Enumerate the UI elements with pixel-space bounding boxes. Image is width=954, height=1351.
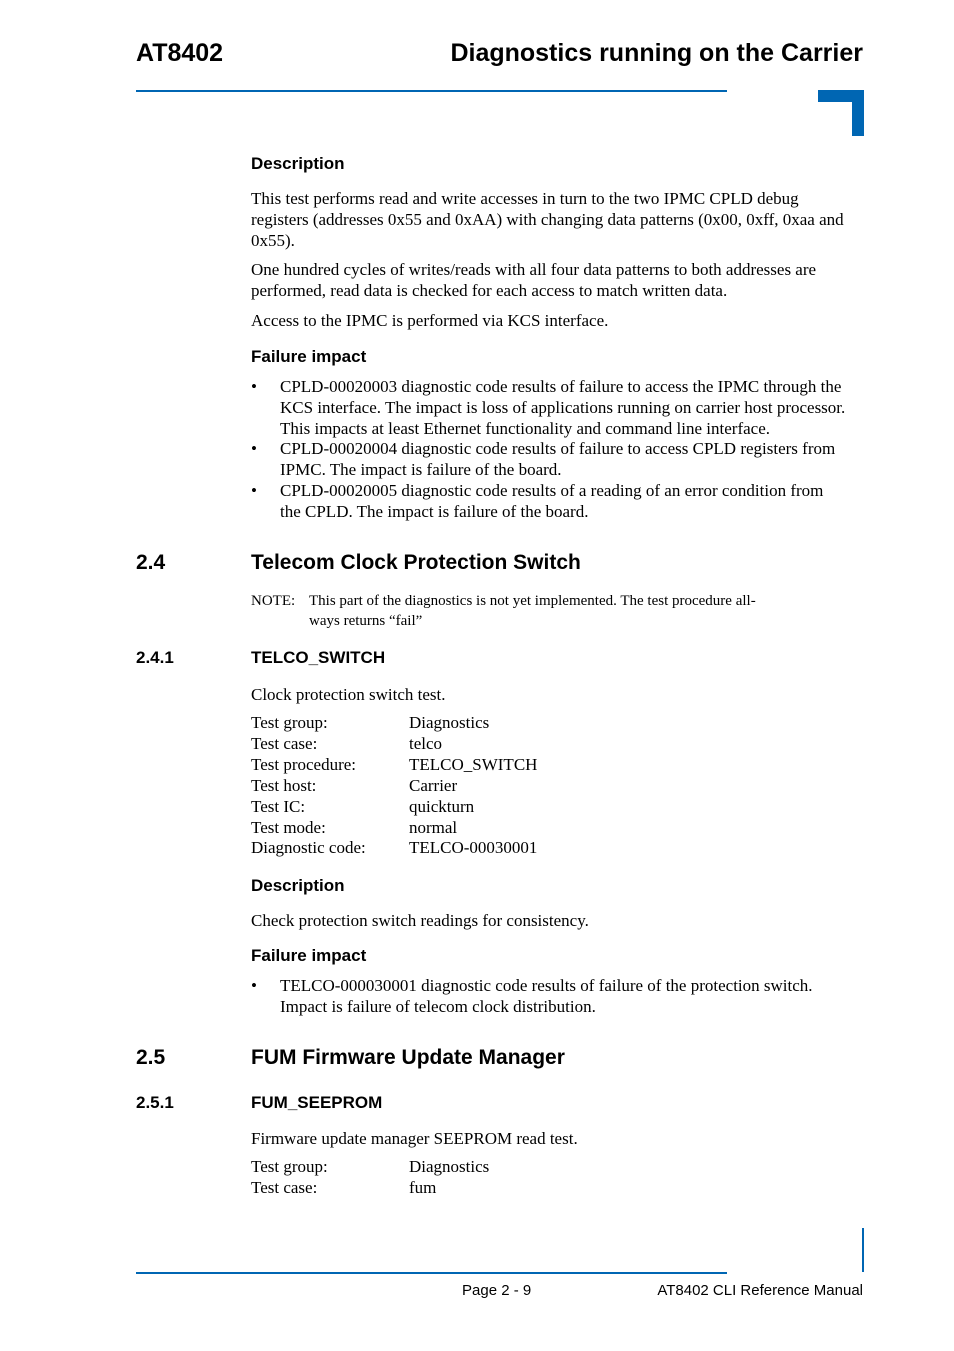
list-item bbox=[280, 438, 870, 480]
text-line: This impacts at least Ethernet functionality and command line interface. bbox=[280, 419, 770, 438]
description-heading: Description bbox=[251, 154, 345, 173]
list-item bbox=[280, 376, 870, 439]
property-label: Test host: bbox=[251, 776, 317, 795]
property-value: Diagnostics bbox=[409, 713, 490, 732]
text-line: registers (addresses 0x55 and 0xAA) with changing data patterns (0x00, 0xff, 0xaa and bbox=[251, 210, 844, 229]
failure-impact-heading: Failure impact bbox=[251, 347, 367, 366]
property-label: Test case: bbox=[251, 734, 318, 753]
subsection-number: 2.4.1 bbox=[136, 648, 174, 667]
property-value: quickturn bbox=[409, 797, 475, 816]
text-line: CPLD-00020003 diagnostic code results of failure to access the IPMC through the bbox=[280, 377, 842, 396]
text-line: This test performs read and write accesses in turn to the two IPMC CPLD debug bbox=[251, 189, 799, 208]
header-chapter-title: Diagnostics running on the Carrier bbox=[450, 39, 863, 67]
text-line: IPMC. The impact is failure of the board. bbox=[280, 460, 562, 479]
property-label: Test mode: bbox=[251, 818, 326, 837]
subsection-title: TELCO_SWITCH bbox=[251, 648, 386, 667]
property-label: Test procedure: bbox=[251, 755, 357, 774]
failure-impact-heading: Failure impact bbox=[251, 946, 367, 965]
property-value: Diagnostics bbox=[409, 1157, 490, 1176]
list-item bbox=[280, 480, 870, 522]
section-number: 2.4 bbox=[136, 551, 166, 574]
page-number: Page 2 - 9 bbox=[462, 1282, 532, 1299]
property-value: telco bbox=[409, 734, 443, 753]
property-label: Diagnostic code: bbox=[251, 838, 366, 857]
text-line: KCS interface. The impact is loss of applications running on carrier host processor. bbox=[280, 398, 846, 417]
test-intro: Firmware update manager SEEPROM read test. bbox=[251, 1129, 578, 1148]
note-text bbox=[309, 591, 756, 631]
bullet-marker: • bbox=[251, 976, 257, 995]
description-heading: Description bbox=[251, 876, 345, 895]
property-label: Test case: bbox=[251, 1178, 318, 1197]
text-line: This part of the diagnostics is not yet implemented. The test procedure all- bbox=[309, 593, 756, 609]
list-item bbox=[280, 975, 870, 1017]
section-title: Telecom Clock Protection Switch bbox=[251, 551, 581, 574]
footer-rule bbox=[136, 1272, 727, 1274]
section-number: 2.5 bbox=[136, 1046, 166, 1069]
header-product: AT8402 bbox=[136, 39, 224, 67]
corner-mark-top bbox=[818, 90, 864, 136]
property-value: TELCO-00030001 bbox=[409, 838, 538, 857]
property-label: Test IC: bbox=[251, 797, 306, 816]
bullet-marker: • bbox=[251, 439, 257, 458]
text-line: the CPLD. The impact is failure of the board. bbox=[280, 502, 589, 521]
property-label: Test group: bbox=[251, 1157, 328, 1176]
text-line: CPLD-00020005 diagnostic code results of a reading of an error condition from bbox=[280, 481, 824, 500]
section-title: FUM Firmware Update Manager bbox=[251, 1046, 565, 1069]
subsection-title: FUM_SEEPROM bbox=[251, 1093, 383, 1112]
property-value: normal bbox=[409, 818, 458, 837]
subsection-number: 2.5.1 bbox=[136, 1093, 174, 1112]
manual-title: AT8402 CLI Reference Manual bbox=[657, 1282, 863, 1299]
text-line: TELCO-000030001 diagnostic code results of failure of the protection switch. bbox=[280, 976, 813, 995]
description-text: Check protection switch readings for consistency. bbox=[251, 911, 589, 930]
property-value: fum bbox=[409, 1178, 437, 1197]
text-line: One hundred cycles of writes/reads with all four data patterns to both addresses are bbox=[251, 260, 817, 279]
description-paragraph-2 bbox=[251, 259, 816, 301]
description-paragraph-1 bbox=[251, 188, 844, 251]
note-label: NOTE: bbox=[251, 593, 296, 609]
bullet-marker: • bbox=[251, 377, 257, 396]
corner-mark-bottom bbox=[862, 1228, 864, 1272]
bullet-marker: • bbox=[251, 481, 257, 500]
text-line: performed, read data is checked for each access to match written data. bbox=[251, 281, 728, 300]
test-intro: Clock protection switch test. bbox=[251, 685, 446, 704]
text-line: CPLD-00020004 diagnostic code results of failure to access CPLD registers from bbox=[280, 439, 836, 458]
text-line: Impact is failure of telecom clock distribution. bbox=[280, 997, 596, 1016]
description-paragraph-3: Access to the IPMC is performed via KCS interface. bbox=[251, 311, 609, 330]
header-rule bbox=[136, 90, 727, 92]
property-label: Test group: bbox=[251, 713, 328, 732]
property-value: Carrier bbox=[409, 776, 458, 795]
text-line: ways returns “fail” bbox=[309, 613, 423, 629]
text-line: 0x55). bbox=[251, 231, 295, 250]
property-value: TELCO_SWITCH bbox=[409, 755, 538, 774]
